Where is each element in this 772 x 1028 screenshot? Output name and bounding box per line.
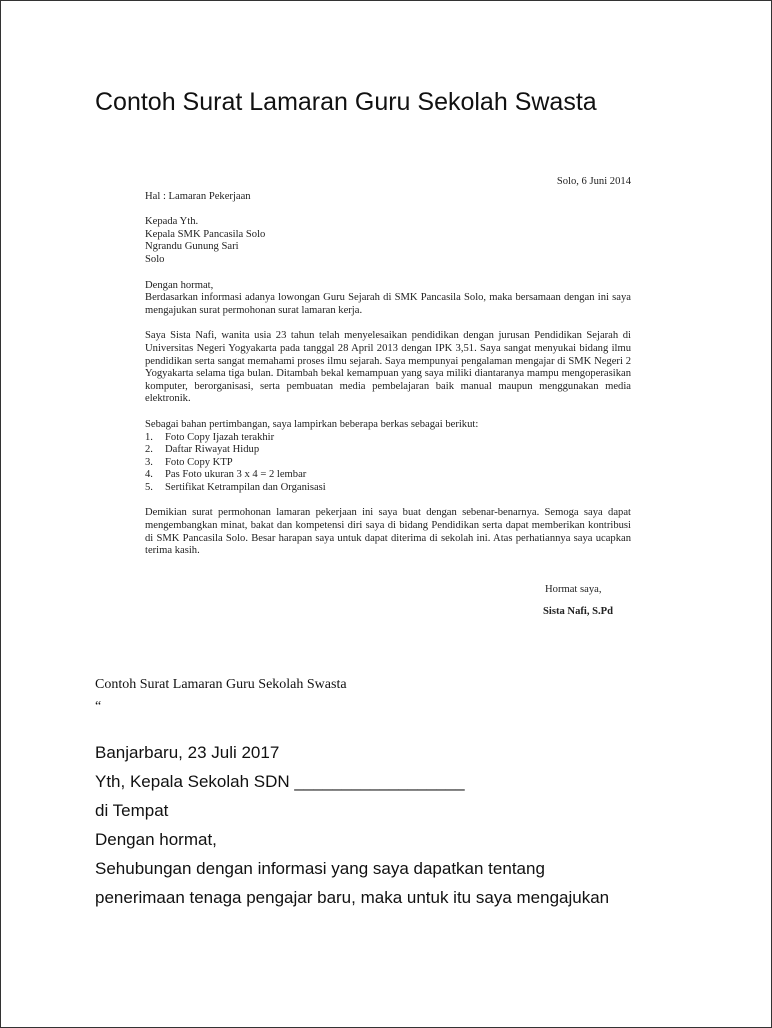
recipient-line: Solo bbox=[145, 253, 165, 265]
body-line: Sehubungan dengan informasi yang saya dapatkan tentang bbox=[95, 859, 545, 878]
letter-paragraph: Saya Sista Nafi, wanita usia 23 tahun telah menyelesaikan pendidikan dengan jurusan Pendidikan Sejarah di Universitas Negeri Yogyakarta pada tanggal 28 April 2013 dengan IPK 3,51. Saya sangat menyukai bidang ilmu pendidikan serta sangat memahami proses ilmu sejarah. Saya mempunyai pengalaman mengajar di SMK Negeri 2 Yogyakarta selama tiga bulan. Ditambah bekal kemampuan yang saya miliki diantaranya mampu mengoperasikan komputer, berorganisasi, serta pembuatan media pembelajaran baik manual maupun menggunakan media elektronik. bbox=[145, 330, 631, 405]
attachment-intro: Sebagai bahan pertimbangan, saya lampirkan beberapa berkas sebagai berikut: bbox=[145, 418, 479, 430]
letter-closing: Hormat saya, bbox=[545, 583, 602, 595]
letter-signer: Sista Nafi, S.Pd bbox=[543, 606, 614, 618]
quote-mark: “ bbox=[95, 699, 102, 714]
body-line: Banjarbaru, 23 Juli 2017 bbox=[95, 743, 280, 762]
sample-letter bbox=[145, 176, 631, 619]
image-caption: Contoh Surat Lamaran Guru Sekolah Swasta bbox=[95, 677, 347, 692]
recipient-line: Kepala SMK Pancasila Solo bbox=[145, 228, 266, 240]
attachment-item: 2. Daftar Riwayat Hidup bbox=[145, 444, 260, 456]
page-title: Contoh Surat Lamaran Guru Sekolah Swasta bbox=[95, 88, 597, 116]
body-line: di Tempat bbox=[95, 801, 169, 820]
body-line: penerimaan tenaga pengajar baru, maka untuk itu saya mengajukan bbox=[95, 888, 610, 907]
attachment-item: 4. Pas Foto ukuran 3 x 4 = 2 lembar bbox=[145, 469, 307, 481]
letter-date: Solo, 6 Juni 2014 bbox=[556, 176, 631, 187]
attachment-item: 5. Sertifikat Ketrampilan dan Organisasi bbox=[145, 481, 326, 493]
body-text bbox=[95, 738, 609, 912]
attachment-item: 1. Foto Copy Ijazah terakhir bbox=[145, 431, 275, 443]
recipient-line: Ngrandu Gunung Sari bbox=[145, 241, 239, 253]
body-line: Yth, Kepala Sekolah SDN __________________ bbox=[95, 772, 465, 791]
letter-paragraph: Berdasarkan informasi adanya lowongan Guru Sejarah di SMK Pancasila Solo, maka bersamaan dengan ini saya mengajukan surat permohonan surat lamaran kerja. bbox=[145, 292, 631, 316]
letter-subject: Hal : Lamaran Pekerjaan bbox=[145, 190, 251, 202]
letter-paragraph: Demikian surat permohonan lamaran pekerjaan ini saya buat dengan sebenar-benarnya. Semoga saya dapat mengembangkan minat, bakat dan kompetensi diri saya di bidang Pendidikan serta dapat memberikan kontribusi di SMK Pancasila Solo. Besar harapan saya untuk dapat diterima di sekolah ini. Atas perhatiannya saya ucapkan terima kasih. bbox=[145, 507, 631, 557]
attachment-item: 3. Foto Copy KTP bbox=[145, 456, 233, 468]
recipient-line: Kepada Yth. bbox=[145, 216, 199, 228]
body-line: Dengan hormat, bbox=[95, 830, 217, 849]
letter-greeting: Dengan hormat, bbox=[145, 279, 214, 291]
